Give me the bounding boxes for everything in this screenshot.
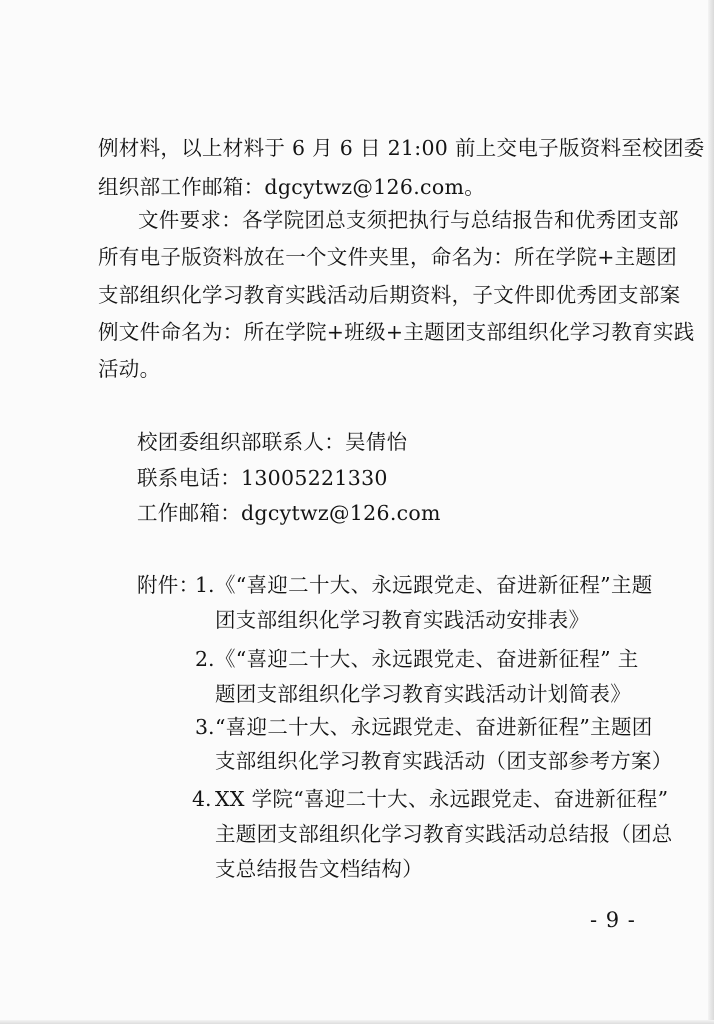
page-number: - 9 - xyxy=(590,908,636,932)
page-edge-shadow-right xyxy=(708,0,714,1024)
attachment-1-line-2: 团支部组织化学习教育实践活动安排表》 xyxy=(215,608,590,632)
attachment-2-line-2: 题团支部组织化学习教育实践活动计划简表》 xyxy=(215,682,631,706)
attachments-label: 附件： xyxy=(137,573,200,597)
contact-email: 工作邮箱：dgcytwz@126.com xyxy=(137,501,441,525)
attachment-3-line-1: “喜迎二十大、永远跟党走、奋进新征程”主题团 xyxy=(215,715,653,739)
paragraph-1-line-2: 组织部工作邮箱：dgcytwz@126.com。 xyxy=(98,175,485,199)
attachment-2-line-1: 《“喜迎二十大、永远跟党走、奋进新征程” 主 xyxy=(215,647,639,671)
attachment-4-number: 4. xyxy=(192,787,212,811)
attachment-4-line-1: XX 学院“喜迎二十大、永远跟党走、奋进新征程” xyxy=(215,787,669,811)
attachment-4-line-2: 主题团支部组织化学习教育实践活动总结报（团总 xyxy=(215,822,673,846)
paragraph-2-line-2: 所有电子版资料放在一个文件夹里，命名为：所在学院+主题团 xyxy=(98,245,678,269)
attachment-1-number: 1. xyxy=(195,573,215,597)
paragraph-2-line-1: 文件要求：各学院团总支须把执行与总结报告和优秀团支部 xyxy=(138,208,679,232)
attachment-4-line-3: 支总结报告文档结构） xyxy=(215,857,423,881)
contact-person: 校团委组织部联系人：吴倩怡 xyxy=(137,430,408,454)
attachment-1-line-1: 《“喜迎二十大、永远跟党走、奋进新征程”主题 xyxy=(215,573,653,597)
page-edge-shadow-bottom xyxy=(0,1020,714,1024)
contact-phone: 联系电话：13005221330 xyxy=(137,466,388,490)
paragraph-2-line-4: 例文件命名为：所在学院+班级+主题团支部组织化学习教育实践 xyxy=(98,320,695,344)
attachment-3-line-2: 支部组织化学习教育实践活动（团支部参考方案） xyxy=(215,749,673,773)
paragraph-2-line-3: 支部组织化学习教育实践活动后期资料，子文件即优秀团支部案 xyxy=(98,283,681,307)
attachment-2-number: 2. xyxy=(195,647,215,671)
paragraph-1-line-1: 例材料，以上材料于 6 月 6 日 21:00 前上交电子版资料至校团委 xyxy=(98,136,705,160)
paragraph-2-line-5: 活动。 xyxy=(98,357,161,381)
attachment-3-number: 3. xyxy=(195,715,215,739)
